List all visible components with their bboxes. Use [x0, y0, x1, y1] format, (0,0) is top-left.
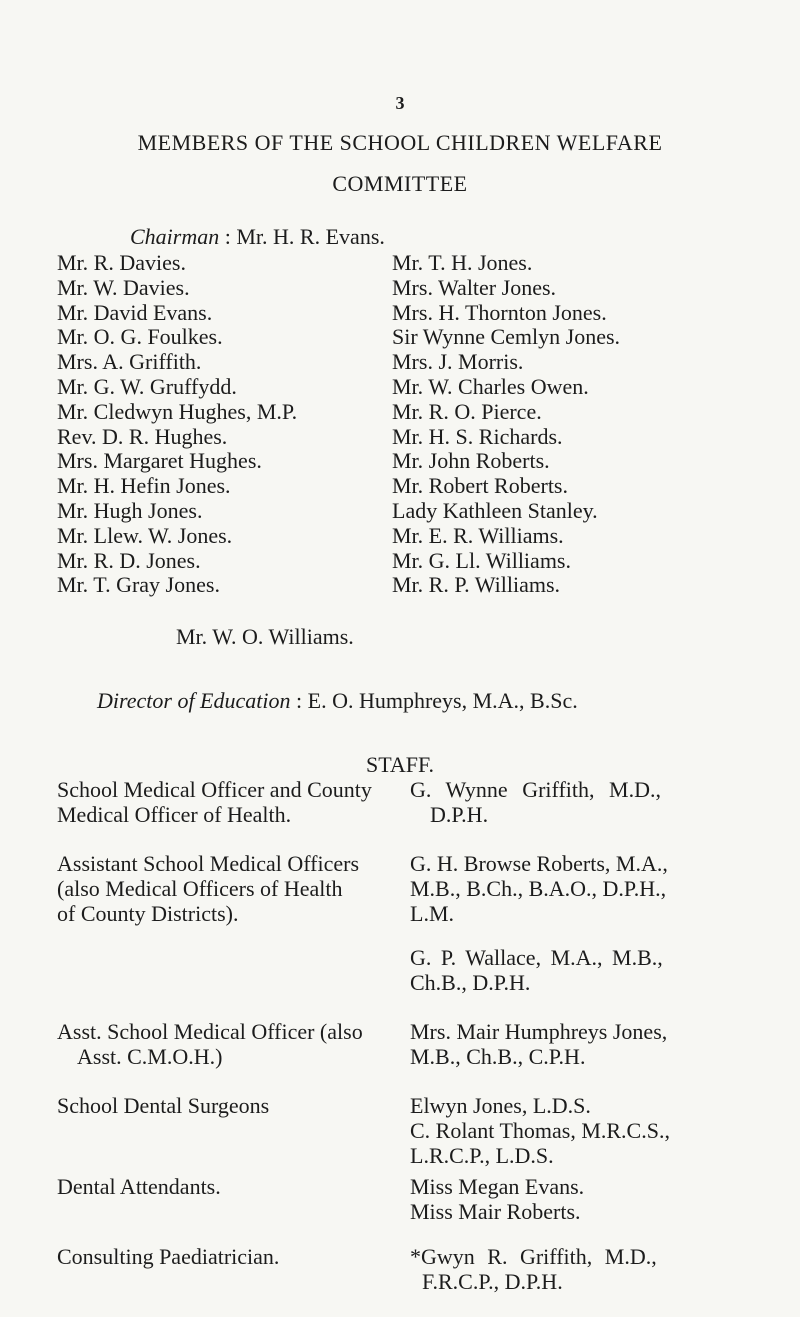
staff-name-line: L.M. — [410, 900, 454, 926]
staff-role — [57, 852, 377, 926]
staff-role-line: School Medical Officer and County — [57, 777, 372, 802]
staff-role — [57, 1094, 377, 1119]
director-name: E. O. Humphreys, M.A., B.Sc. — [307, 688, 578, 713]
staff-names — [410, 1175, 790, 1225]
member-name: Mr. T. H. Jones. — [392, 250, 533, 275]
staff-names — [410, 778, 790, 828]
staff-role — [57, 778, 377, 828]
staff-name-line: D.P.H. — [430, 801, 489, 827]
staff-name-line: Miss Megan Evans. — [410, 1174, 585, 1199]
staff-name-line: F.R.C.P., D.P.H. — [422, 1268, 563, 1294]
chairman-separator: : — [219, 224, 237, 249]
member-name: Lady Kathleen Stanley. — [392, 497, 598, 523]
staff-name-line: G. H. Browse Roberts, M.A., — [410, 851, 668, 876]
staff-name-line: *Gwyn R. Griffith, M.D., — [410, 1244, 657, 1269]
member-name: Mrs. J. Morris. — [392, 349, 524, 375]
staff-name-line: G. P. Wallace, M.A., M.B., — [410, 945, 663, 970]
director-label: Director of Education — [97, 688, 291, 713]
staff-name-line: Elwyn Jones, L.D.S. — [410, 1093, 591, 1118]
member-name: Mr. R. D. Jones. — [57, 547, 201, 573]
staff-name-line: Ch.B., D.P.H. — [410, 969, 531, 995]
staff-heading: STAFF. — [365, 752, 434, 777]
member-name: Mr. H. S. Richards. — [392, 423, 563, 449]
chairman-name: Mr. H. R. Evans. — [236, 224, 385, 249]
members-left-column — [57, 251, 297, 598]
staff-role-line: Dental Attendants. — [57, 1174, 221, 1199]
staff-role-line: Consulting Paediatrician. — [57, 1244, 280, 1269]
staff-name-line: Mrs. Mair Humphreys Jones, — [410, 1019, 668, 1044]
member-name: Mr. O. G. Foulkes. — [57, 324, 223, 350]
member-name: Mr. E. R. Williams. — [392, 522, 564, 548]
chairman-label: Chairman — [130, 224, 220, 249]
member-name: Mr. G. W. Gruffydd. — [57, 373, 237, 399]
staff-name-line: M.B., B.Ch., B.A.O., D.P.H., — [410, 875, 667, 901]
staff-names — [410, 852, 790, 926]
member-name: Mr. David Evans. — [57, 299, 213, 325]
staff-role-line: of County Districts). — [57, 900, 239, 926]
page-number: 3 — [395, 93, 405, 113]
page-title-continued: COMMITTEE — [332, 171, 468, 196]
member-name: Mr. John Roberts. — [392, 448, 550, 474]
member-name: Mr. W. Davies. — [57, 274, 190, 300]
member-name: Mrs. Walter Jones. — [392, 274, 557, 300]
member-name: Mr. T. Gray Jones. — [57, 572, 220, 598]
member-name-last: Mr. W. O. Williams. — [176, 624, 354, 649]
member-name: Mrs. Margaret Hughes. — [57, 448, 262, 474]
member-name: Mr. R. O. Pierce. — [392, 398, 542, 424]
staff-role — [57, 1245, 377, 1270]
staff-role-line: Medical Officer of Health. — [57, 801, 292, 827]
director-separator: : — [290, 688, 308, 713]
staff-name-line: M.B., Ch.B., C.P.H. — [410, 1043, 586, 1069]
member-name: Mr. Robert Roberts. — [392, 473, 568, 499]
staff-name-line: C. Rolant Thomas, M.R.C.S., — [410, 1117, 670, 1143]
member-name: Mr. R. Davies. — [57, 250, 186, 275]
member-name: Mr. H. Hefin Jones. — [57, 473, 231, 499]
member-name: Mr. G. Ll. Williams. — [392, 547, 571, 573]
director-line — [97, 688, 578, 714]
staff-role-line: (also Medical Officers of Health — [57, 875, 343, 901]
member-name: Mr. R. P. Williams. — [392, 572, 561, 598]
staff-role — [57, 1175, 377, 1200]
staff-role-line: Asst. C.M.O.H.) — [77, 1043, 223, 1069]
page-title: MEMBERS OF THE SCHOOL CHILDREN WELFARE — [137, 130, 663, 155]
member-name: Sir Wynne Cemlyn Jones. — [392, 324, 621, 350]
staff-role-line: Assistant School Medical Officers — [57, 851, 360, 876]
staff-role — [57, 1020, 377, 1070]
chairman-line — [130, 224, 385, 250]
members-right-column — [392, 251, 620, 598]
member-name: Mr. Llew. W. Jones. — [57, 522, 233, 548]
staff-names — [410, 1020, 790, 1070]
staff-names — [410, 1245, 790, 1295]
staff-name-line: L.R.C.P., L.D.S. — [410, 1142, 554, 1168]
staff-name-line: Miss Mair Roberts. — [410, 1198, 581, 1224]
member-name: Mrs. A. Griffith. — [57, 349, 202, 375]
member-name: Rev. D. R. Hughes. — [57, 423, 228, 449]
staff-names — [410, 946, 790, 996]
member-name: Mr. Hugh Jones. — [57, 497, 203, 523]
staff-role-line: School Dental Surgeons — [57, 1093, 270, 1118]
member-name: Mr. Cledwyn Hughes, M.P. — [57, 398, 298, 424]
staff-name-line: G. Wynne Griffith, M.D., — [410, 777, 661, 802]
staff-names — [410, 1094, 790, 1168]
member-name: Mr. W. Charles Owen. — [392, 373, 589, 399]
member-name: Mrs. H. Thornton Jones. — [392, 299, 607, 325]
staff-role-line: Asst. School Medical Officer (also — [57, 1019, 363, 1044]
